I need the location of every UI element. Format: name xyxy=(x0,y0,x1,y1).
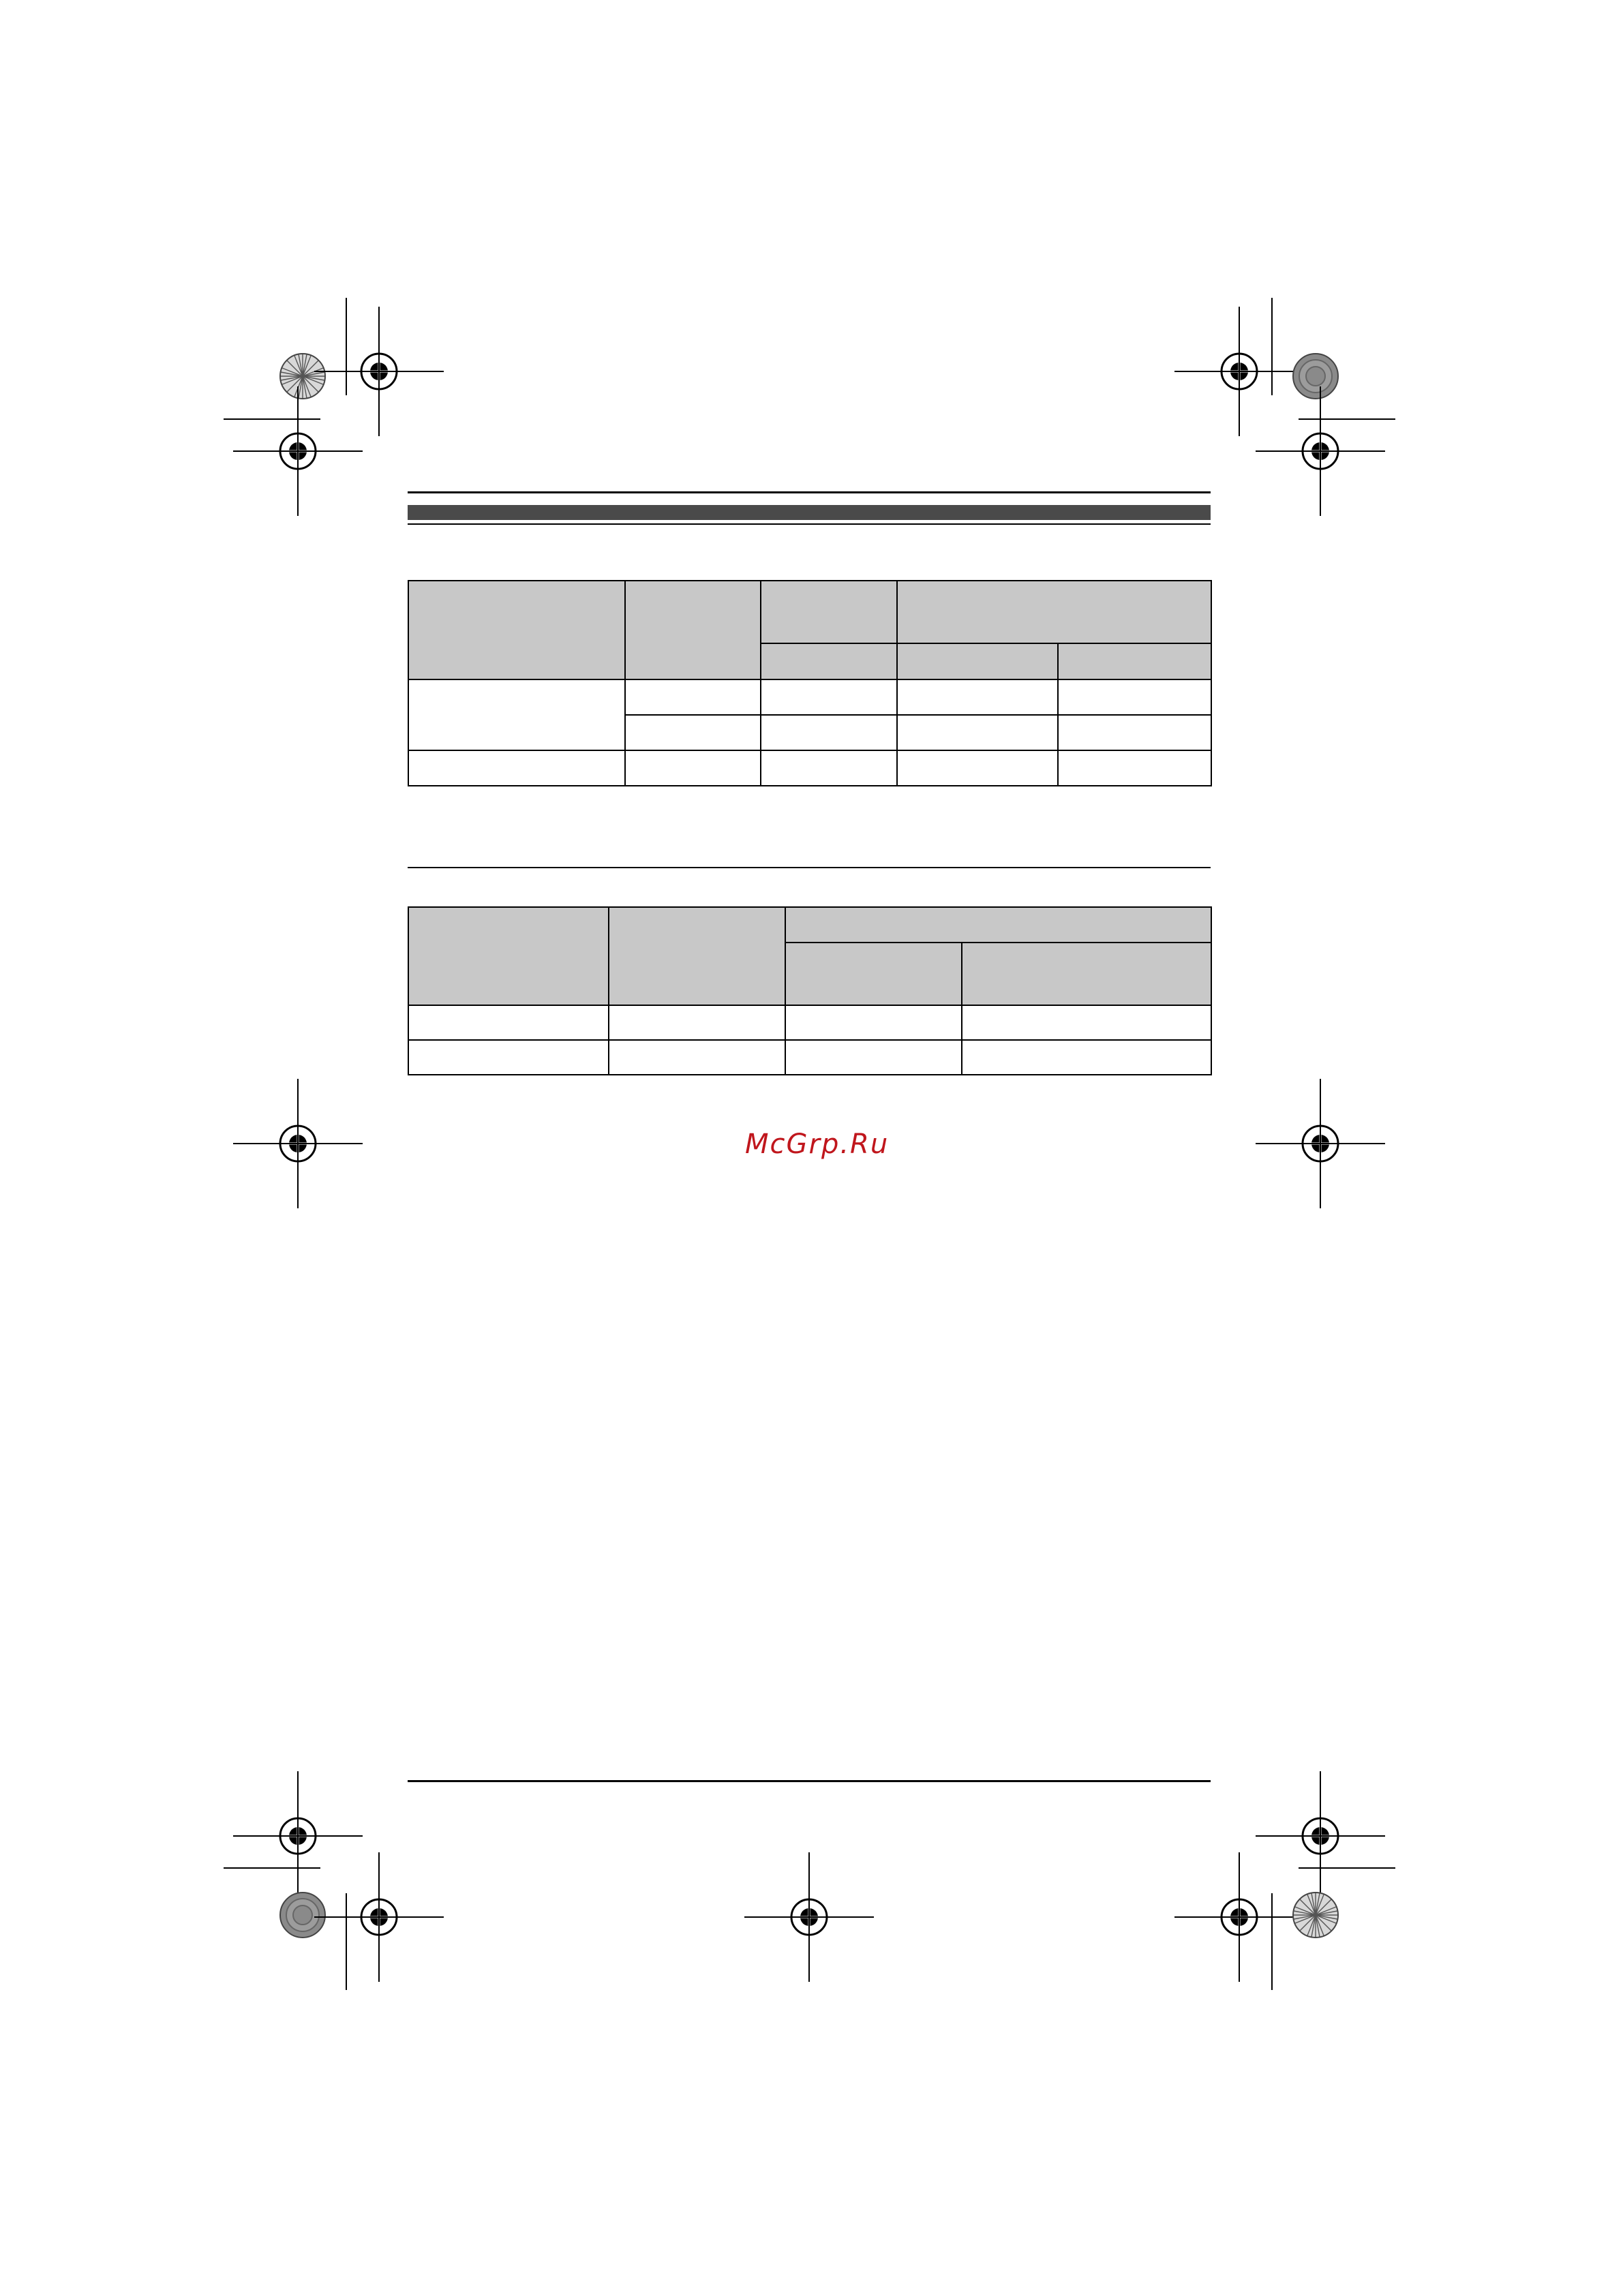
table-cell xyxy=(897,750,1058,786)
registration-target-icon xyxy=(744,1852,874,1982)
color-wheel-icon xyxy=(280,354,325,399)
registration-target-icon xyxy=(1174,1852,1304,1982)
footer-rule xyxy=(408,1780,1211,1782)
table-header-cell xyxy=(897,581,1211,643)
table-header-cell xyxy=(785,943,962,1005)
registration-target-icon xyxy=(1256,1079,1385,1208)
header-bar xyxy=(408,505,1211,520)
table-cell xyxy=(761,679,897,715)
table-header-cell xyxy=(408,907,609,1005)
table-header-cell xyxy=(408,581,625,679)
registration-target-icon xyxy=(233,1771,363,1901)
table-header-cell xyxy=(785,907,1211,943)
table-cell xyxy=(1058,750,1211,786)
table-header-cell xyxy=(609,907,785,1005)
table-cell xyxy=(609,1040,785,1075)
table-cell xyxy=(962,1005,1211,1040)
color-wheel-icon xyxy=(1293,354,1338,399)
section-divider xyxy=(408,867,1211,868)
table-row xyxy=(408,1005,1211,1040)
table-cell xyxy=(408,1040,609,1075)
table-cell xyxy=(785,1040,962,1075)
table-cell xyxy=(609,1005,785,1040)
table-header-row xyxy=(408,581,1211,643)
watermark-text: McGrp.Ru xyxy=(745,1129,890,1160)
table-header-cell xyxy=(1058,643,1211,679)
spec-table-1 xyxy=(408,580,1212,786)
table-row xyxy=(408,679,1211,715)
header-top-rule xyxy=(408,491,1211,493)
table-cell xyxy=(897,715,1058,750)
table-header-row xyxy=(408,907,1211,943)
table-row xyxy=(408,750,1211,786)
table-cell xyxy=(625,750,761,786)
table-header-cell xyxy=(962,943,1211,1005)
registration-target-icon xyxy=(1256,386,1385,516)
table-cell xyxy=(1058,679,1211,715)
table-header-cell xyxy=(761,581,897,643)
table-cell xyxy=(408,1005,609,1040)
table-cell xyxy=(761,750,897,786)
crop-mark-icon xyxy=(224,298,346,419)
table-header-cell xyxy=(761,643,897,679)
header-bottom-rule xyxy=(408,523,1211,525)
table-row xyxy=(408,1040,1211,1075)
table-cell xyxy=(897,679,1058,715)
table-cell xyxy=(408,679,625,750)
spec-table-2 xyxy=(408,906,1212,1075)
table-header-cell xyxy=(625,581,761,679)
table-cell xyxy=(761,715,897,750)
registration-target-icon xyxy=(233,1079,363,1208)
crop-mark-icon xyxy=(1272,298,1395,419)
registration-target-icon xyxy=(1174,307,1304,436)
table-header-cell xyxy=(897,643,1058,679)
table-cell xyxy=(408,750,625,786)
table-cell xyxy=(1058,715,1211,750)
color-wheel-icon xyxy=(280,1893,325,1938)
registration-target-icon xyxy=(314,307,444,436)
color-wheel-icon xyxy=(1293,1893,1338,1938)
registration-target-icon xyxy=(1256,1771,1385,1901)
table-cell xyxy=(625,679,761,715)
registration-target-icon xyxy=(314,1852,444,1982)
registration-target-icon xyxy=(233,386,363,516)
table-cell xyxy=(785,1005,962,1040)
table-cell xyxy=(962,1040,1211,1075)
table-cell xyxy=(625,715,761,750)
